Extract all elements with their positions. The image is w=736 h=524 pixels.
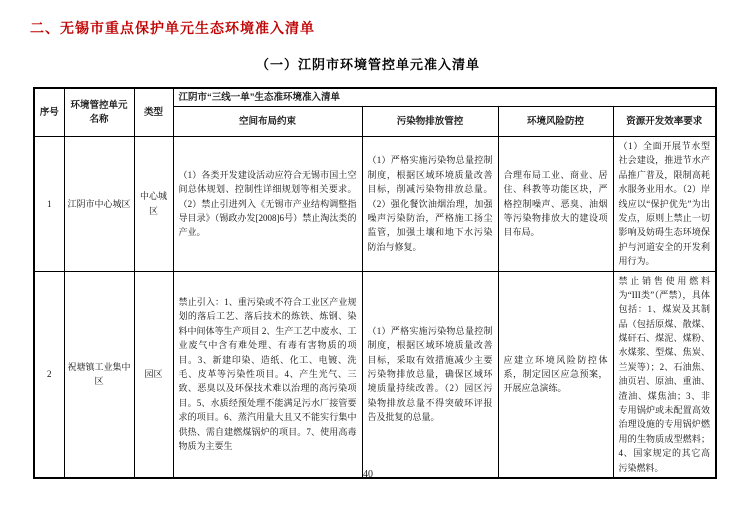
col-header-type: 类型	[134, 88, 173, 137]
cell-index: 2	[34, 271, 64, 478]
col-header-span-title: 江阴市“三线一单”生态准环境准入清单	[173, 88, 716, 107]
subtitle: （一）江阴市环境管控单元准入清单	[255, 57, 480, 72]
cell-risk-control: 合理布局工业、商业、居住、科教等功能区块，严格控制噪声、恶臭、油烟等污染物排放大的建设项目布局。	[498, 137, 613, 272]
col-header-index: 序号	[34, 88, 64, 137]
cell-pollutant-control: （1）严格实施污染物总量控制制度，根据区域环境质量改善目标，采取有效措施减少主要污染物排放总量，确保区域环境质量持续改善。（2）园区污染物排放总量不得突破环评报告及批复的总量。	[362, 271, 498, 478]
cell-resource-efficiency: （1）全面开展节水型社会建设，推进节水产品推广普及，限制高耗水服务业用水。（2）岸线应以“保护优先”为出发点，原则上禁止一切影响及妨碍生态环境保护与河道安全的开发利用行为。	[613, 137, 716, 272]
access-list-table	[33, 87, 717, 479]
col-header-unit-name: 环境管控单元名称	[64, 88, 134, 137]
cell-pollutant-control: （1）严格实施污染物总量控制制度，根据区域环境质量改善目标，削减污染物排放总量。（2）强化餐饮油烟治理，加强噪声污染防治，严格施工扬尘监管，加强土壤和地下水污染防治与修复。	[362, 137, 498, 272]
cell-spatial-layout: 禁止引入：1、重污染或不符合工业区产业规划的落后工艺、落后技术的炼铁、炼钢、染料中间体等生产项目 2、生产工艺中废水、工业废气中含有难处理、有毒有害物质的项目。3、新建印染、造纸、化工、电镀、洗毛、皮革等污染性项目。4、产生光气、三致、恶臭以及环保技术难以治理的高污染项目。5、水质经预处理不能满足污水厂接管要求的项目。6、蒸汽用量大且又不能实行集中供热、需自建燃煤锅炉的项目。7、使用高毒物质为主要生	[173, 271, 362, 478]
cell-unit-name: 祝塘镇工业集中区	[64, 271, 134, 478]
col-header-resource-efficiency: 资源开发效率要求	[613, 107, 716, 137]
cell-resource-efficiency: 禁止销售使用燃料为“III类”（严禁），具体包括：1、煤炭及其制品（包括原煤、散煤、煤矸石、煤泥、煤粉、水煤浆、型煤、焦炭、兰炭等）；2、石油焦、油页岩、原油、重油、渣油、煤焦油；3、非专用锅炉或未配置高效治理设施的专用锅炉燃用的生物质成型燃料；4、国家规定的其它高污染燃料。	[613, 271, 716, 478]
table-row	[34, 137, 716, 272]
table-row	[34, 271, 716, 478]
col-header-spatial-layout: 空间布局约束	[173, 107, 362, 137]
table-header	[34, 88, 716, 137]
section-title: 二、无锡市重点保护单元生态环境准入清单	[30, 20, 315, 36]
cell-risk-control: 应建立环境风险防控体系，制定园区应急预案，开展应急演练。	[498, 271, 613, 478]
col-header-pollutant-control: 污染物排放管控	[362, 107, 498, 137]
page-number: 40	[363, 469, 373, 480]
col-header-risk-control: 环境风险防控	[498, 107, 613, 137]
cell-type: 中心城区	[134, 137, 173, 272]
cell-unit-name: 江阴市中心城区	[64, 137, 134, 272]
cell-index: 1	[34, 137, 64, 272]
cell-type: 园区	[134, 271, 173, 478]
cell-spatial-layout: （1）各类开发建设活动应符合无锡市国土空间总体规划、控制性详细规划等相关要求。（2）禁止引进列入《无锡市产业结构调整指导目录》（锡政办发[2008]6号）禁止淘汰类的产业。	[173, 137, 362, 272]
